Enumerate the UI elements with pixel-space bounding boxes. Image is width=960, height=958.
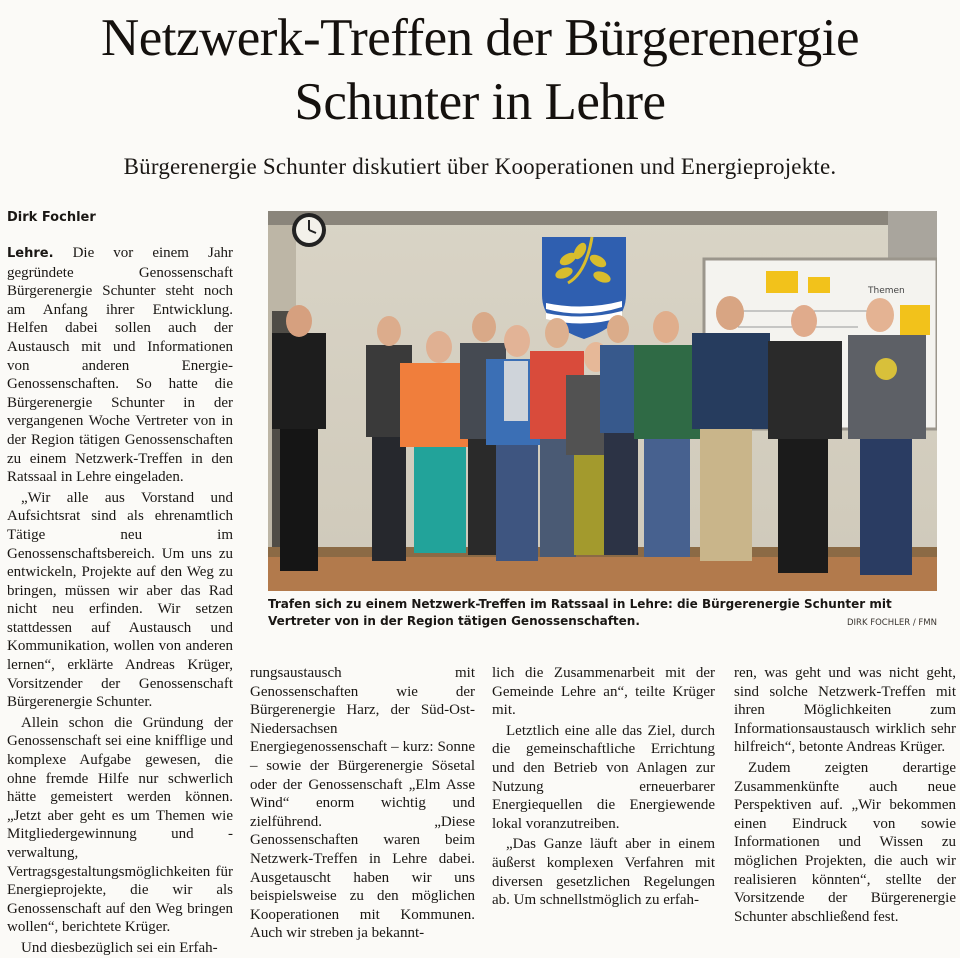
paragraph: „Wir alle aus Vorstand und Aufsichtsrat sind als ehrenamtlich Tätige neu im Genossenschaftsbereich. Um uns zu entwickeln, Projekte auf den Weg zu bringen, müssen wir aber das Rad nicht neu erfinden. Wir setzen stattdessen auf Austausch und Kommunikation, wollen von anderen lernen“, erklärte Andreas Krüger, Vorsitzender der Genossenschaft Bürgerenergie Schunter. <box>7 489 233 711</box>
article-column-3 <box>492 664 715 910</box>
article-column-1 <box>7 244 233 958</box>
headline <box>0 6 960 134</box>
article-column-2 <box>250 664 475 943</box>
paragraph-text: Die vor einem Jahr gegründete Genossenschaft Bürgerenergie Schunter steht noch am Anfang ihrer Entwicklung. Helfen dabei sollen auch der Austausch mit und Informationen von anderen Energie-Genossenschaften. So hatte die Bürgerenergie Schunter in der vergangenen Woche Vertreter von in der Region tätigen Genossenschaften zu einem Netzwerk-Treffen in den Ratssaal in Lehre eingeladen. <box>7 245 234 486</box>
headline-line-1: Netzwerk-Treffen der Bürgerenergie <box>100 9 860 67</box>
dateline: Lehre. <box>7 246 54 261</box>
author-byline: Dirk Fochler <box>7 210 96 225</box>
paragraph: ren, was geht und was nicht geht, sind solche Netzwerk-Treffen mit ihren Möglichkeiten zum Informationsaustausch wirklich sehr hilfreich“, betonte Andreas Krüger. <box>734 665 956 756</box>
group-photo-illustration <box>268 211 937 591</box>
paragraph <box>7 244 233 487</box>
group-photo <box>268 211 937 591</box>
photo-credit: DIRK FOCHLER / FMN <box>846 618 937 628</box>
photo-caption: Trafen sich zu einem Netzwerk-Treffen im Ratssaal in Lehre: die Bürgerenergie Schunter mit Vertreter von in der Region tätigen Genossenschaften. <box>268 597 892 628</box>
headline-line-2: Schunter in Lehre <box>294 73 666 131</box>
paragraph: Allein schon die Gründung der Genossenschaft sei eine knifflige und komplexe Aufgabe gewesen, die ohne fremde Hilfe nur schwerlich hätte gemeistert werden können. „Jetzt aber geht es um Themen wie Mitgliedergewinnung und -verwaltung, Vertragsgestaltungsmöglichkeiten für Energieprojekte, die wir als Genossenschaft auf den Weg bringen wollen“, berichtete Krüger. <box>7 714 233 936</box>
paragraph: rungsaustausch mit Genossenschaften wie der Bürgerenergie Harz, der Süd-Ost-Niedersachsen Energiegenossenschaft – kurz: Sonne – sowie der Bürgerenergie Sösetal oder der Genossenschaft „Elm Asse Wind“ enorm wichtig und zielführend. „Diese Genossenschaften waren beim Netzwerk-Treffen in Lehre dabei. Ausgetauscht haben wir uns beispielsweise zu den möglichen Kooperationen mit Kommunen. Auch wir streben ja bekannt- <box>250 665 475 942</box>
person <box>272 305 326 571</box>
paragraph: lich die Zusammenarbeit mit der Gemeinde Lehre an“, teilte Krüger mit. <box>492 665 715 719</box>
paragraph: Zudem zeigten derartige Zusammenkünfte auch neue Perspektiven auf. „Wir bekommen einen Eindruck von sowie Informationen und Wissen zu möglichen Projekten, die auch wir realisieren könnten“, stellte der Vorsitzende der Bürgerenergie Schunter abschließend fest. <box>734 759 956 925</box>
paragraph: Letztlich eine alle das Ziel, durch die gemeinschaftliche Errichtung und den Betrieb von Anlagen zur Nutzung erneuerbarer Energiequellen die Energiewende lokal voranzutreiben. <box>492 722 715 832</box>
article-column-4 <box>734 664 956 926</box>
subheadline: Bürgerenergie Schunter diskutiert über Kooperationen und Energieprojekte. <box>123 154 837 179</box>
whiteboard-note: Themen <box>868 286 905 296</box>
paragraph: Und diesbezüglich sei ein Erfah- <box>21 939 218 956</box>
paragraph: „Das Ganze läuft aber in einem äußerst komplexen Verfahren mit diversen gesetzlichen Regelungen ab. Um schnellstmöglich zu erfah- <box>492 836 715 909</box>
